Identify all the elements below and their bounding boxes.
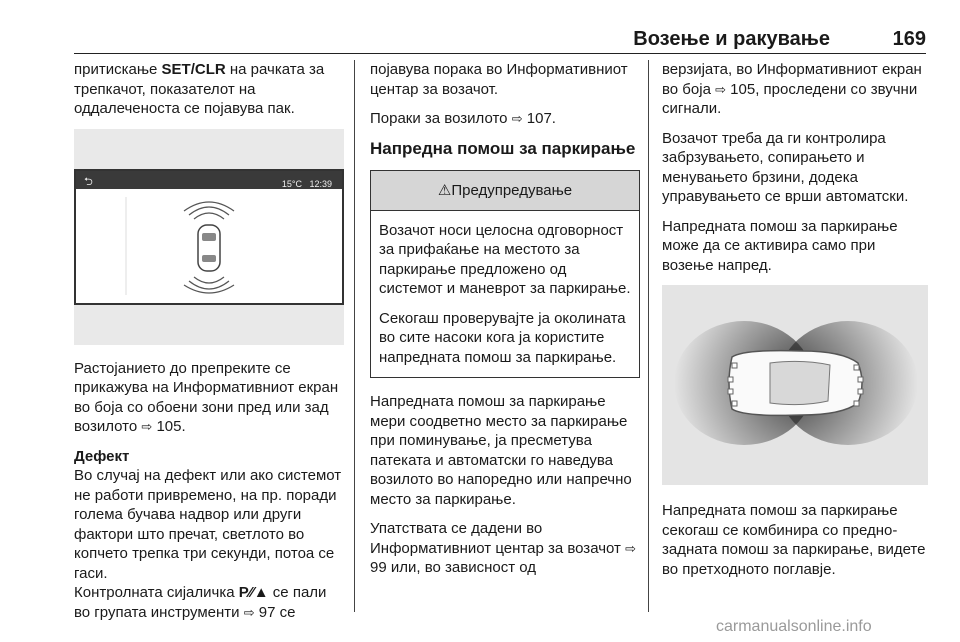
ref-arrow-icon: ⇨ <box>141 419 153 434</box>
screen-status-bar <box>76 171 342 189</box>
car-sensor-zones-icon <box>662 285 928 485</box>
column-divider <box>354 60 355 612</box>
info-display-screen <box>74 169 344 305</box>
clock-readout: 12:39 <box>309 178 332 189</box>
warning-header <box>371 171 639 211</box>
car-proximity-icon <box>76 189 342 303</box>
section-heading: Дефект <box>74 447 130 465</box>
section-title: Напредна помош за паркирање <box>370 138 636 158</box>
temperature-readout: 15°C <box>281 178 302 189</box>
warning-triangle-icon: ⚠ <box>437 182 452 199</box>
warning-title: Предупредување <box>451 182 573 199</box>
page-number: 169 <box>892 28 926 50</box>
ref-arrow-icon: ⇨ <box>511 111 523 126</box>
paragraph: Возачот носи целосна одговорност за прифаќање на местото за паркирање предложено од системот и маневрот за паркирање. <box>379 221 631 297</box>
column-2 <box>370 60 640 588</box>
paragraph: Упатствата се дадени во Информативниот центар за возачот ⇨ 99 или, во зависност од <box>370 520 636 576</box>
set-clr-label: SET/CLR <box>161 61 226 78</box>
column-divider <box>648 60 649 612</box>
header-title: Возење и ракување <box>633 28 830 50</box>
column-3 <box>662 60 928 589</box>
paragraph: верзијата, во Информативниот екран во боја ⇨ 105, проследени со звучни сигнали. <box>662 61 922 117</box>
page-header <box>74 28 926 54</box>
paragraph: појавува порака во Информативниот центар за возачот. <box>370 61 628 98</box>
paragraph: Возачот треба да ги контролира забрзувањето, сопирањето и менувањето брзини, додека управувањето се врши автоматски. <box>662 129 909 205</box>
watermark: carmanualsonline.info <box>716 618 872 635</box>
paragraph: Секогаш проверувајте ја околината во сите насоки кога ја користите напредната помош за паркирање. <box>379 309 626 366</box>
paragraph: Контролната сијаличка P⁄⁄▲ се пали во групата инструменти ⇨ 97 се <box>74 584 327 621</box>
paragraph: Во случај на дефект или ако системот не работи привремено, на пр. поради голема бучава надвор или други фактори што пречат, светлото во копчето трепка три секунди, потоа се гаси. <box>74 467 342 582</box>
back-icon: ⮌ <box>84 175 93 188</box>
paragraph: Напредната помош за паркирање може да се активира само при возење напред. <box>662 217 898 274</box>
ref-arrow-icon: ⇨ <box>715 81 726 97</box>
paragraph: Напредната помош за паркирање мери соодветно место за паркирање при поминување, ја пресметува патеката и автоматски го наведува возилото во напоредно или напречно место за паркирање. <box>370 393 632 508</box>
paragraph: Пораки за возилото ⇨ 107. <box>370 110 556 127</box>
parking-sensor-figure <box>662 285 928 485</box>
paragraph: Растојанието до препреките се прикажува на Информативниот екран во боја со обоени зони пред или зад возилото ⇨ 105. <box>74 359 339 435</box>
warning-body <box>371 211 639 368</box>
paragraph: притискање SET/CLR на рачката за трепкачот, показателот на оддалеченоста се појавува пак. <box>74 61 325 117</box>
ref-arrow-icon: ⇨ <box>625 540 636 556</box>
parking-assist-symbol: P⁄⁄▲ <box>238 584 269 601</box>
ref-arrow-icon: ⇨ <box>243 604 255 620</box>
column-1 <box>74 60 344 632</box>
warning-box <box>370 170 640 378</box>
paragraph: Напредната помош за паркирање секогаш се комбинира со предно-задната помош за паркирање, видете во претходното поглавје. <box>662 502 926 578</box>
parking-display-figure <box>74 129 344 345</box>
